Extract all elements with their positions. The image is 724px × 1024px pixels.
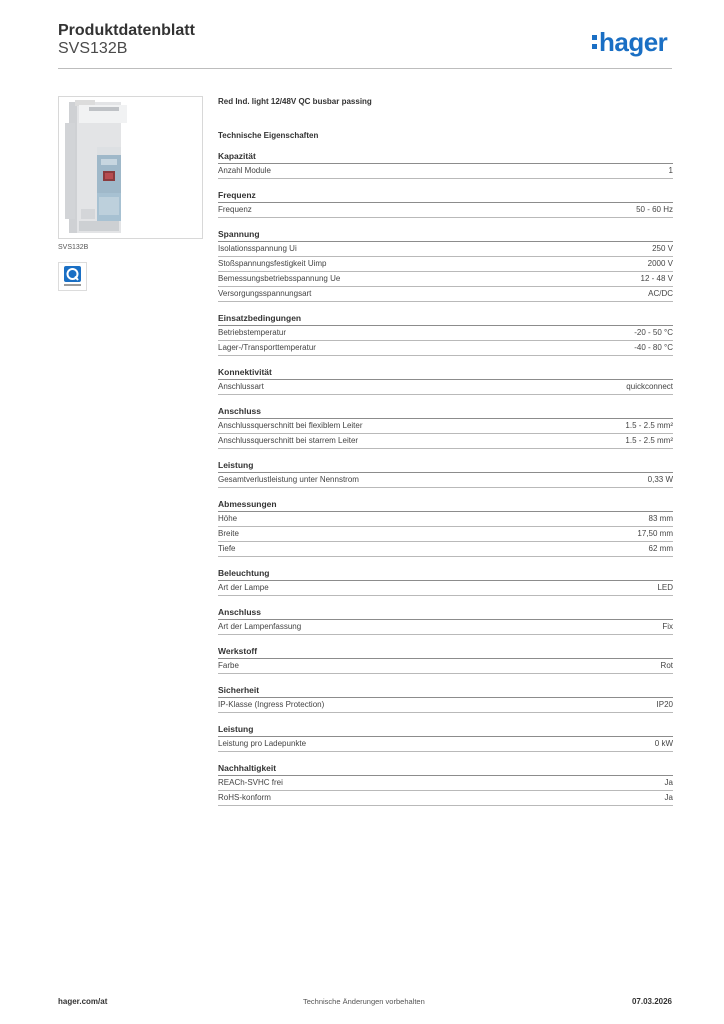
spec-row	[218, 326, 673, 341]
spec-label: Anschlussquerschnitt bei starrem Leiter	[218, 436, 359, 445]
logo-wordmark: hager	[599, 27, 668, 57]
spec-section	[218, 189, 673, 218]
spec-section	[218, 606, 673, 635]
section-title: Einsatzbedingungen	[218, 312, 673, 326]
spec-label: Leistung pro Ladepunkte	[218, 739, 307, 748]
section-title: Leistung	[218, 459, 673, 473]
spec-section	[218, 645, 673, 674]
spec-label: Stoßspannungsfestigkeit Uimp	[218, 259, 327, 268]
spec-row	[218, 776, 673, 791]
spec-section	[218, 405, 673, 449]
spec-section	[218, 312, 673, 356]
spec-row	[218, 542, 673, 557]
spec-label: Höhe	[218, 514, 238, 523]
spec-section	[218, 498, 673, 557]
spec-section	[218, 762, 673, 806]
spec-row	[218, 434, 673, 449]
spec-value: 83 mm	[648, 514, 673, 523]
section-title: Kapazität	[218, 150, 673, 164]
spec-value: Ja	[664, 793, 673, 802]
spec-value: 17,50 mm	[637, 529, 673, 538]
spec-label: Isolationsspannung Ui	[218, 244, 297, 253]
footer-note: Technische Änderungen vorbehalten	[303, 997, 425, 1006]
spec-label: Gesamtverlustleistung unter Nennstrom	[218, 475, 359, 484]
spec-row	[218, 620, 673, 635]
spec-value: -20 - 50 °C	[634, 328, 673, 337]
spec-row	[218, 380, 673, 395]
spec-row	[218, 527, 673, 542]
spec-label: Art der Lampe	[218, 583, 269, 592]
spec-value: quickconnect	[626, 382, 673, 391]
section-title: Leistung	[218, 723, 673, 737]
spec-label: Anschlussart	[218, 382, 264, 391]
spec-row	[218, 287, 673, 302]
footer-date: 07.03.2026	[631, 997, 672, 1006]
spec-value: Ja	[664, 778, 673, 787]
spec-row	[218, 791, 673, 806]
spec-label: Versorgungsspannungsart	[218, 289, 312, 298]
spec-label: Farbe	[218, 661, 239, 670]
spec-label: Anzahl Module	[218, 166, 271, 175]
spec-value: 1	[668, 166, 673, 175]
spec-value: LED	[657, 583, 673, 592]
spec-value: Fix	[662, 622, 673, 631]
spec-row	[218, 737, 673, 752]
section-title: Werkstoff	[218, 645, 673, 659]
spec-section	[218, 684, 673, 713]
section-title: Sicherheit	[218, 684, 673, 698]
spec-section	[218, 459, 673, 488]
section-title: Spannung	[218, 228, 673, 242]
product-title: Red Ind. light 12/48V QC busbar passing	[218, 97, 372, 106]
spec-row	[218, 419, 673, 434]
spec-label: Lager-/Transporttemperatur	[218, 343, 316, 352]
spec-label: IP-Klasse (Ingress Protection)	[218, 700, 325, 709]
spec-value: IP20	[656, 700, 673, 709]
spec-section	[218, 228, 673, 302]
product-image-caption: SVS132B	[58, 244, 89, 251]
spec-label: Bemessungsbetriebsspannung Ue	[218, 274, 341, 283]
spec-row	[218, 272, 673, 287]
spec-value: 2000 V	[647, 259, 673, 268]
footer-website: hager.com/at	[58, 997, 108, 1006]
spec-value: 50 - 60 Hz	[636, 205, 673, 214]
spec-row	[218, 242, 673, 257]
spec-value: 0 kW	[654, 739, 673, 748]
specs-subtitle: Technische Eigenschaften	[218, 131, 319, 140]
spec-value: 62 mm	[648, 544, 673, 553]
spec-row	[218, 164, 673, 179]
product-code-heading: SVS132B	[58, 40, 128, 57]
spec-value: -40 - 80 °C	[634, 343, 673, 352]
spec-row	[218, 203, 673, 218]
spec-value: Rot	[660, 661, 673, 670]
spec-label: REACh-SVHC frei	[218, 778, 283, 787]
section-title: Frequenz	[218, 189, 673, 203]
header-divider	[58, 68, 672, 69]
spec-value: AC/DC	[648, 289, 673, 298]
spec-sections	[218, 150, 673, 806]
spec-label: Art der Lampenfassung	[218, 622, 302, 631]
section-title: Beleuchtung	[218, 567, 673, 581]
page-title: Produktdatenblatt	[58, 22, 195, 39]
spec-label: Betriebstemperatur	[218, 328, 287, 337]
spec-label: Tiefe	[218, 544, 236, 553]
spec-row	[218, 257, 673, 272]
spec-row	[218, 512, 673, 527]
section-title: Abmessungen	[218, 498, 673, 512]
spec-value: 1.5 - 2.5 mm²	[625, 436, 673, 445]
spec-value: 0,33 W	[647, 475, 673, 484]
hager-logo	[592, 27, 667, 57]
spec-section	[218, 567, 673, 596]
spec-section	[218, 366, 673, 395]
spec-value: 250 V	[652, 244, 673, 253]
spec-row	[218, 698, 673, 713]
spec-label: Breite	[218, 529, 239, 538]
section-title: Konnektivität	[218, 366, 673, 380]
spec-section	[218, 150, 673, 179]
section-title: Anschluss	[218, 405, 673, 419]
quickconnect-badge-icon	[58, 262, 87, 291]
product-image	[58, 96, 203, 239]
spec-label: Frequenz	[218, 205, 252, 214]
logo-dots-icon	[592, 35, 597, 49]
spec-row	[218, 341, 673, 356]
spec-label: Anschlussquerschnitt bei flexiblem Leiter	[218, 421, 363, 430]
spec-row	[218, 659, 673, 674]
spec-value: 12 - 48 V	[640, 274, 673, 283]
main-content	[218, 96, 673, 806]
modular-indicator-light-image	[59, 97, 202, 238]
spec-section	[218, 723, 673, 752]
spec-value: 1.5 - 2.5 mm²	[625, 421, 673, 430]
spec-row	[218, 581, 673, 596]
section-title: Anschluss	[218, 606, 673, 620]
spec-label: RoHS-konform	[218, 793, 271, 802]
spec-row	[218, 473, 673, 488]
section-title: Nachhaltigkeit	[218, 762, 673, 776]
